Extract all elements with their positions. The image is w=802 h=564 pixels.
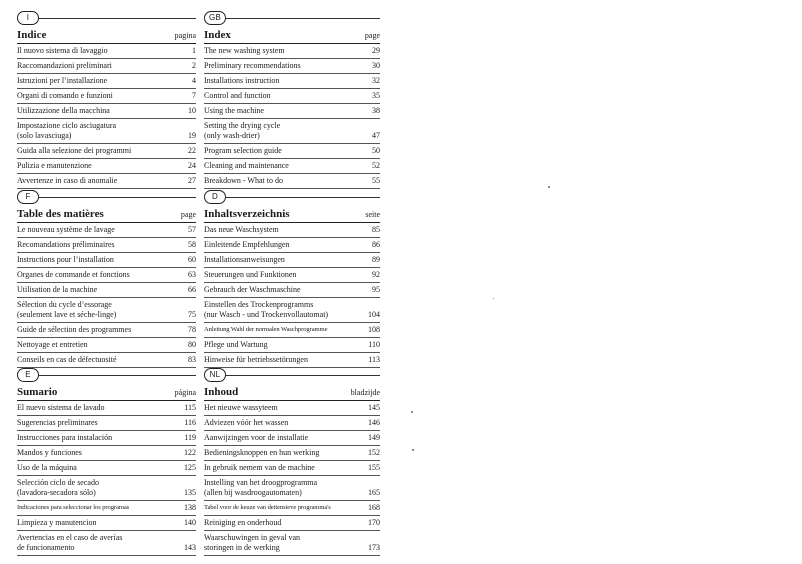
toc-entry-title: Aanwijzingen voor de installatie [204, 433, 309, 442]
toc-entry [204, 238, 380, 253]
index-title: Table des matières [17, 208, 104, 220]
toc-entry [17, 338, 196, 353]
toc-entry-title: Hinweise für betriebssetörungen [204, 355, 308, 364]
toc-entry-title: Installationsanweisungen [204, 255, 285, 264]
index-section-spanish [17, 368, 196, 556]
toc-entry-page: 89 [372, 255, 380, 264]
toc-entry [17, 59, 196, 74]
toc-entry-page: 52 [372, 161, 380, 170]
toc-entry-title: Reiniging en onderhoud [204, 518, 282, 527]
page-column-label: pagina [174, 31, 196, 40]
toc-entry-page: 32 [372, 76, 380, 85]
toc-entry-page: 66 [188, 285, 196, 294]
toc-entry-page: 135 [184, 488, 196, 497]
toc-entry-title: Organes de commande et fonctions [17, 270, 130, 279]
toc-entry [204, 531, 380, 556]
index-title: Index [204, 29, 231, 41]
toc-entry-title: Uso de la máquina [17, 463, 77, 472]
index-title: Sumario [17, 386, 58, 398]
toc-entry-page: 75 [188, 310, 196, 319]
toc-entry [17, 174, 196, 189]
toc-entry-title: Waarschuwingen in geval van storingen in de werking [204, 533, 300, 552]
toc-entry [204, 223, 380, 238]
toc-entry-title: Organi di comando e funzioni [17, 91, 113, 100]
toc-entry-list [17, 223, 196, 368]
header-rule [226, 375, 380, 376]
toc-entry-page: 116 [184, 418, 196, 427]
header-rule [39, 18, 196, 19]
toc-entry-page: 113 [368, 355, 380, 364]
toc-entry-page: 115 [184, 403, 196, 412]
toc-entry-page: 173 [368, 543, 380, 552]
language-header [204, 190, 380, 204]
language-badge-dutch: NL [204, 368, 226, 382]
toc-entry [204, 353, 380, 368]
toc-entry-title: Steuerungen und Funktionen [204, 270, 297, 279]
toc-entry [17, 353, 196, 368]
toc-entry-title: Raccomandazioni preliminari [17, 61, 112, 70]
toc-entry-page: 19 [188, 131, 196, 140]
header-rule [39, 197, 196, 198]
toc-entry [204, 89, 380, 104]
language-badge-english: GB [204, 11, 226, 25]
header-rule [39, 375, 196, 376]
toc-entry-title: Indicaciones para seleccionar los programas [17, 504, 130, 511]
toc-entry-title: Pulizia e manutenzione [17, 161, 92, 170]
toc-entry-page: 152 [368, 448, 380, 457]
header-rule [226, 197, 380, 198]
page-column-label: página [174, 388, 196, 397]
toc-entry-title: Guide de sélection des programmes [17, 325, 132, 334]
language-header [17, 368, 196, 382]
toc-entry-page: 145 [368, 403, 380, 412]
toc-entry-page: 27 [188, 176, 196, 185]
toc-entry-page: 108 [368, 325, 380, 334]
toc-entry-page: 80 [188, 340, 196, 349]
toc-entry-title: Pflege und Wartung [204, 340, 268, 349]
toc-entry-title: Preliminary recommendations [204, 61, 301, 70]
language-header [204, 368, 380, 382]
header-rule [226, 18, 380, 19]
toc-entry-page: 7 [192, 91, 196, 100]
toc-entry-title: Avvertenze in caso di anomalie [17, 176, 118, 185]
page-column-label: bladzijde [350, 388, 380, 397]
toc-entry [17, 283, 196, 298]
toc-entry [204, 44, 380, 59]
toc-entry-title: Program selection guide [204, 146, 282, 155]
toc-entry-page: 55 [372, 176, 380, 185]
index-section-english [204, 11, 380, 189]
index-title-row [204, 209, 380, 223]
scan-speck [493, 298, 494, 299]
toc-entry [17, 89, 196, 104]
language-badge-french: F [17, 190, 39, 204]
toc-entry-page: 10 [188, 106, 196, 115]
toc-entry-title: Utilisation de la machine [17, 285, 98, 294]
index-title-row [17, 387, 196, 401]
toc-entry-page: 165 [368, 488, 380, 497]
toc-entry [204, 283, 380, 298]
toc-entry-page: 50 [372, 146, 380, 155]
scan-speck [411, 411, 413, 413]
language-header [17, 190, 196, 204]
toc-entry-page: 2 [192, 61, 196, 70]
toc-entry [204, 268, 380, 283]
toc-entry [17, 516, 196, 531]
toc-entry-title: Sélection du cycle d’essorage (seulement lave et séche-linge) [17, 300, 117, 319]
toc-entry-page: 155 [368, 463, 380, 472]
toc-entry-page: 30 [372, 61, 380, 70]
toc-entry [17, 501, 196, 516]
language-badge-spanish: E [17, 368, 39, 382]
toc-entry [204, 74, 380, 89]
toc-entry-title: Using the machine [204, 106, 264, 115]
toc-entry-title: Einleitende Empfehlungen [204, 240, 290, 249]
toc-entry-title: Impostazione ciclo asciugatura (solo lavasciuga) [17, 121, 117, 140]
language-header [17, 11, 196, 25]
toc-entry [204, 431, 380, 446]
toc-entry-title: Het nieuwe wassyteem [204, 403, 278, 412]
toc-entry [17, 268, 196, 283]
toc-entry-title: Instelling van het droogprogramma (allen bij wasdroogautomaten) [204, 478, 318, 497]
index-title: Indice [17, 29, 47, 41]
toc-entry [17, 238, 196, 253]
toc-entry-title: Istruzioni per l’installazione [17, 76, 108, 85]
toc-entry-page: 86 [372, 240, 380, 249]
toc-entry-title: Le nouveau système de lavage [17, 225, 115, 234]
toc-entry [17, 476, 196, 501]
toc-entry-title: Instrucciones para instalación [17, 433, 113, 442]
toc-entry [204, 159, 380, 174]
index-section-dutch [204, 368, 380, 556]
toc-entry [204, 401, 380, 416]
toc-entry-page: 35 [372, 91, 380, 100]
toc-entry-title: Limpieza y manutencion [17, 518, 97, 527]
toc-entry-title: Tabel voor de keuze van deitensieve programma's [204, 504, 331, 511]
index-section-french [17, 190, 196, 368]
toc-entry-title: Recomandations préliminaires [17, 240, 115, 249]
toc-entry [17, 74, 196, 89]
scan-speck [548, 186, 550, 188]
index-section-german [204, 190, 380, 368]
toc-entry-title: Anleitung Wahl der normalen Waschprogramme [204, 326, 328, 333]
toc-entry-title: Instructions pour l’installation [17, 255, 114, 264]
toc-entry [17, 223, 196, 238]
toc-entry-page: 149 [368, 433, 380, 442]
toc-entry-page: 140 [184, 518, 196, 527]
toc-entry-page: 119 [184, 433, 196, 442]
toc-entry [204, 298, 380, 323]
toc-entry-page: 83 [188, 355, 196, 364]
toc-entry [204, 476, 380, 501]
index-title-row [204, 387, 380, 401]
toc-entry-page: 24 [188, 161, 196, 170]
toc-entry-title: Conseils en cas de défectuosité [17, 355, 117, 364]
toc-entry-page: 63 [188, 270, 196, 279]
toc-entry-title: Gebrauch der Waschmaschine [204, 285, 301, 294]
index-title-row [17, 30, 196, 44]
toc-entry-page: 29 [372, 46, 380, 55]
toc-entry-page: 85 [372, 225, 380, 234]
toc-entry-list [204, 44, 380, 189]
toc-entry [204, 144, 380, 159]
toc-entry-title: El nuevo sistema de lavado [17, 403, 105, 412]
toc-entry [204, 501, 380, 516]
toc-entry-page: 60 [188, 255, 196, 264]
toc-entry [204, 174, 380, 189]
index-section-italian [17, 11, 196, 189]
toc-entry-page: 78 [188, 325, 196, 334]
toc-entry-page: 47 [372, 131, 380, 140]
toc-entry-title: Utilizzazione della macchina [17, 106, 110, 115]
toc-entry-page: 95 [372, 285, 380, 294]
toc-entry-title: Breakdown - What to do [204, 176, 283, 185]
toc-entry-title: Guida alla selezione dei programmi [17, 146, 132, 155]
toc-entry-title: Cleaning and maintenance [204, 161, 289, 170]
index-title: Inhoud [204, 386, 239, 398]
toc-entry [17, 44, 196, 59]
toc-entry [17, 144, 196, 159]
toc-entry-list [204, 223, 380, 368]
toc-entry-title: Bedieningsknoppen en hun werking [204, 448, 320, 457]
toc-entry [17, 431, 196, 446]
toc-entry-title: Il nuovo sistema di lavaggio [17, 46, 108, 55]
toc-entry-page: 38 [372, 106, 380, 115]
toc-entry-page: 58 [188, 240, 196, 249]
toc-entry-title: Control and function [204, 91, 271, 100]
toc-entry-page: 138 [184, 503, 196, 512]
toc-entry-page: 4 [192, 76, 196, 85]
toc-entry-list [204, 401, 380, 556]
toc-entry [204, 516, 380, 531]
toc-entry [17, 159, 196, 174]
toc-entry-page: 1 [192, 46, 196, 55]
index-title-row [204, 30, 380, 44]
toc-entry [204, 338, 380, 353]
toc-entry [17, 461, 196, 476]
page-column-label: page [364, 31, 380, 40]
toc-entry-page: 143 [184, 543, 196, 552]
toc-entry [204, 119, 380, 144]
toc-entry [204, 323, 380, 338]
toc-entry [204, 59, 380, 74]
toc-entry [17, 446, 196, 461]
toc-entry-title: In gebruik nemem van de machine [204, 463, 315, 472]
page-column-label: page [180, 210, 196, 219]
toc-entry [204, 446, 380, 461]
toc-entry-page: 22 [188, 146, 196, 155]
index-title: Inhaltsverzeichnis [204, 208, 290, 220]
toc-entry [204, 253, 380, 268]
toc-entry [17, 323, 196, 338]
toc-entry-title: Avertencias en el caso de averías de funcionamento [17, 533, 123, 552]
toc-entry [17, 253, 196, 268]
toc-entry-page: 168 [368, 503, 380, 512]
toc-entry-page: 125 [184, 463, 196, 472]
toc-entry-list [17, 44, 196, 189]
toc-entry-page: 104 [368, 310, 380, 319]
toc-entry-title: Mandos y funciones [17, 448, 82, 457]
toc-entry-page: 122 [184, 448, 196, 457]
toc-entry [17, 401, 196, 416]
toc-entry-page: 57 [188, 225, 196, 234]
toc-entry-title: Sugerencias preliminares [17, 418, 98, 427]
toc-entry-page: 110 [368, 340, 380, 349]
scan-speck [412, 449, 414, 451]
toc-entry-page: 146 [368, 418, 380, 427]
toc-entry [17, 104, 196, 119]
toc-entry-title: Selección ciclo de secado (lavadora-secadora sólo) [17, 478, 99, 497]
toc-entry-page: 92 [372, 270, 380, 279]
toc-entry [17, 298, 196, 323]
toc-entry-title: Einstellen des Trockenprogramms (nur Wasch - und Trockenvollautomat) [204, 300, 329, 319]
toc-entry [204, 104, 380, 119]
toc-entry [204, 416, 380, 431]
toc-entry-title: Adviezen vóór het wassen [204, 418, 289, 427]
language-header [204, 11, 380, 25]
toc-entry [17, 531, 196, 556]
toc-entry [17, 416, 196, 431]
language-badge-german: D [204, 190, 226, 204]
toc-entry-title: Installations instruction [204, 76, 280, 85]
toc-entry-list [17, 401, 196, 556]
page-column-label: seite [365, 210, 380, 219]
toc-entry [204, 461, 380, 476]
toc-entry [17, 119, 196, 144]
toc-entry-title: Nettoyage et entretien [17, 340, 88, 349]
toc-entry-title: Das neue Waschsystem [204, 225, 279, 234]
index-title-row [17, 209, 196, 223]
toc-entry-page: 170 [368, 518, 380, 527]
toc-entry-title: Setting the drying cycle (only wash-drier) [204, 121, 281, 140]
toc-entry-title: The new washing system [204, 46, 285, 55]
language-badge-italian: I [17, 11, 39, 25]
